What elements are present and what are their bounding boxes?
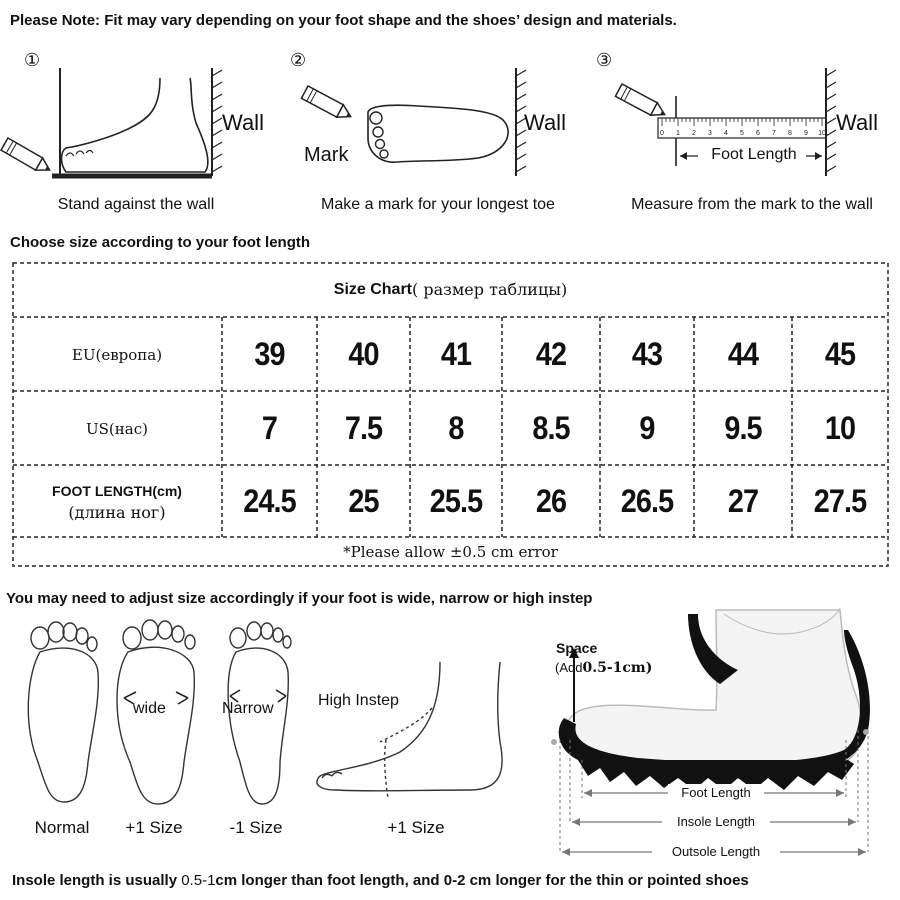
- eu-size-cell: 44: [727, 335, 759, 372]
- high-instep-label: High Instep: [318, 692, 399, 709]
- insole-length-measure: Insole Length: [676, 814, 756, 829]
- us-size-cell: 10: [824, 409, 856, 446]
- normal-caption: Normal: [34, 818, 90, 837]
- ruler-tick-label: 5: [740, 130, 744, 137]
- step-2-number: ②: [290, 50, 307, 70]
- fit-note-text: Fit may vary depending on your foot shape and the shoes’ design and materials.: [104, 12, 677, 29]
- foot-length-cell: 25.5: [429, 482, 483, 519]
- foot-length-cell: 26: [535, 482, 567, 519]
- eu-size-cell: 40: [348, 335, 379, 372]
- insole-note-part2: 0.5-1: [181, 872, 216, 889]
- us-size-cell: 9.5: [724, 409, 762, 446]
- narrow-caption: -1 Size: [229, 818, 283, 837]
- space-label: Space: [556, 640, 598, 656]
- wide-caption: +1 Size: [125, 818, 183, 837]
- us-size-cell: 8.5: [532, 409, 570, 446]
- us-size-cell: 8: [448, 409, 464, 446]
- choose-size-heading: Choose size according to your foot length: [10, 234, 311, 251]
- ruler-tick-label: 6: [756, 130, 760, 137]
- add-label: (Add: [555, 660, 583, 675]
- us-size-cell: 9: [639, 409, 655, 446]
- step-1: [0, 48, 290, 198]
- pencil-icon: [301, 86, 353, 123]
- eu-size-cell: 42: [535, 335, 567, 372]
- outsole-length-measure: Outsole Length: [671, 844, 761, 859]
- eu-size-cell: 41: [440, 335, 472, 372]
- size-chart-title-ru: ( размер таблицы): [412, 280, 568, 299]
- step-2-mark-label: Mark: [304, 144, 349, 166]
- ruler-tick-label: 9: [804, 130, 808, 137]
- step-2-caption: Make a mark for your longest toe: [321, 196, 555, 213]
- row-label-foot-length-ru: (длина ног): [68, 502, 166, 522]
- foot-length-cell: 26.5: [620, 482, 674, 519]
- row-label-us: US(нас): [86, 420, 148, 438]
- fit-note-label: Please Note:: [10, 12, 101, 29]
- narrow-label: Narrow: [222, 700, 274, 717]
- wide-label: wide: [133, 700, 166, 717]
- us-size-cell: 7.5: [344, 409, 383, 446]
- add-space-label: [555, 660, 652, 676]
- ruler-tick-label: 3: [708, 130, 712, 137]
- size-chart-title: [12, 262, 889, 317]
- size-chart: [12, 262, 889, 567]
- row-label-foot-length: [12, 467, 222, 537]
- add-value: 0.5-1cm): [582, 660, 653, 676]
- ruler-tick-label: 0: [660, 130, 664, 137]
- fit-note: [10, 12, 677, 29]
- insole-note-part1: Insole length is usually: [12, 872, 182, 889]
- step-3-measure-label: Foot Length: [711, 146, 797, 163]
- row-label-eu: EU(европа): [71, 346, 163, 364]
- step-2-wall-label: Wall: [524, 110, 566, 135]
- foot-length-cell: 27.5: [813, 482, 867, 519]
- ruler-tick-label: 10: [818, 130, 826, 137]
- eu-size-cell: 39: [254, 335, 285, 372]
- step-2: [288, 48, 578, 198]
- step-3: [594, 48, 884, 198]
- foot-length-cell: 24.5: [243, 482, 296, 519]
- us-size-cell: 7: [261, 409, 278, 446]
- high-instep-caption: +1 Size: [387, 818, 445, 837]
- insole-note: [12, 872, 749, 889]
- ruler-tick-label: 4: [724, 130, 728, 137]
- size-chart-footnote: *Please allow ±0.5 cm error: [343, 543, 558, 561]
- step-1-number: ①: [24, 50, 41, 70]
- eu-size-cell: 43: [631, 335, 663, 372]
- step-1-caption: Stand against the wall: [57, 196, 215, 213]
- high-instep-foot-icon: [317, 662, 502, 798]
- ruler-tick-label: 1: [676, 130, 680, 137]
- insole-note-part3: cm longer than foot length, and 0-2 cm longer for the thin or pointed shoes: [215, 872, 749, 889]
- pencil-icon: [615, 84, 667, 121]
- foot-length-cell: 25: [348, 482, 379, 519]
- step-1-wall-label: Wall: [222, 110, 264, 135]
- step-3-wall-label: Wall: [836, 110, 878, 135]
- adjust-size-heading: You may need to adjust size accordingly if your foot is wide, narrow or high instep: [6, 590, 593, 607]
- step-3-caption: Measure from the mark to the wall: [631, 196, 873, 213]
- eu-size-cell: 45: [824, 335, 856, 372]
- foot-length-measure: Foot Length: [681, 785, 751, 800]
- step-3-number: ③: [596, 50, 613, 70]
- normal-foot-icon: [28, 622, 98, 802]
- foot-length-cell: 27: [727, 482, 759, 519]
- pencil-icon: [1, 138, 53, 176]
- row-label-foot-length-en: FOOT LENGTH(cm): [52, 482, 182, 499]
- ruler-tick-label: 8: [788, 130, 792, 137]
- size-chart-title-en: Size Chart: [333, 280, 413, 298]
- shoe-diagram: [548, 600, 878, 870]
- ruler-tick-label: 7: [772, 130, 776, 137]
- ruler-tick-label: 2: [692, 130, 696, 137]
